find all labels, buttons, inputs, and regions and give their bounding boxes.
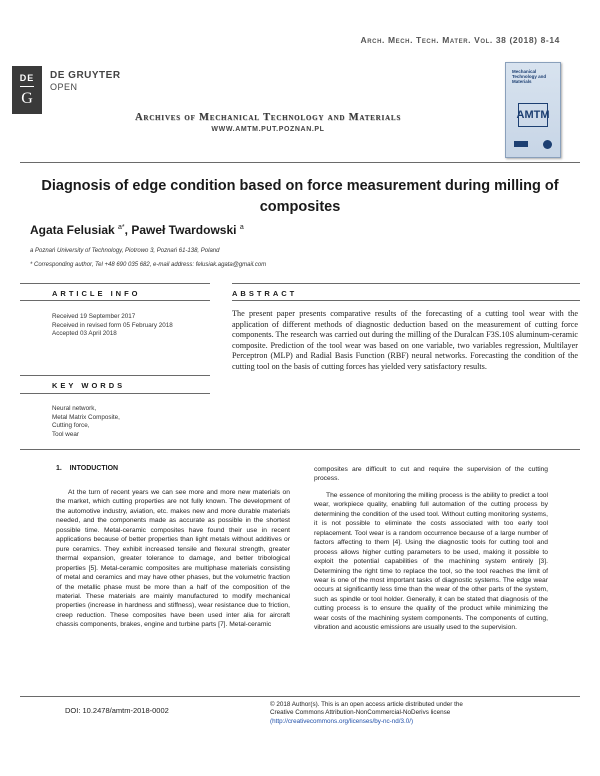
keyword-item: Tool wear <box>52 430 79 438</box>
article-info-top-rule <box>20 283 210 284</box>
keywords-under-rule <box>20 393 210 394</box>
cover-badge-decoration <box>543 140 552 149</box>
accepted-date: Accepted 03 April 2018 <box>52 330 117 337</box>
section-heading-introduction: 1. INTODUCTION <box>56 465 119 472</box>
author-2-affil-mark: a <box>239 224 244 231</box>
journal-name: Archives of Mechanical Technology and Materials <box>134 112 402 123</box>
license-notice <box>270 701 463 726</box>
license-link[interactable]: (http://creativecommons.org/licenses/by-nc-nd/3.0/) <box>270 717 414 725</box>
abstract-top-rule <box>232 283 580 284</box>
revised-date: Received in revised form 05 February 2018 <box>52 321 173 329</box>
publisher-name <box>50 70 121 92</box>
body-right-column <box>314 465 548 633</box>
publisher-line1: DE GRUYTER <box>50 70 121 81</box>
license-line-2: Creative Commons Attribution-NonCommercial-NoDerivs license <box>270 709 451 717</box>
logo-top-text: DE <box>20 73 35 87</box>
article-info-heading: ARTICLE INFO <box>52 289 141 298</box>
cover-mark: AMTM <box>518 103 548 127</box>
keywords-heading: KEY WORDS <box>52 381 126 390</box>
author-2-name: , Paweł Twardowski <box>124 223 240 237</box>
abstract-under-rule <box>232 300 580 301</box>
header-divider <box>20 162 580 163</box>
author-1-affil-mark: a* <box>118 224 125 231</box>
article-title: Diagnosis of edge condition based on force measurement during milling of composites <box>41 178 559 215</box>
license-line-1: © 2018 Author(s). This is an open access article distributed under the <box>270 701 463 708</box>
keywords-top-rule <box>20 375 210 376</box>
keywords-list <box>52 405 120 439</box>
abstract-text: The present paper presents comparative results of the forecasting of a cutting tool wear with the application of different methods of diagnostic deduction based on the measurement of cutting force components. The research was carried out during the milling of the Duralcan F3S.10S aluminum-ceramic composite. Prediction of the tool wear was based on one variable, two variables regression, Multilayer Perceptron (MLP) and Radial Basis Function (RBF) neural networks. Forecasting the condition of the cutting tool on the basis of cutting forces has yielded very satisfactory results. <box>232 309 578 371</box>
corresponding-author: * Corresponding author, Tel +48 690 035 682, e-mail address: felusiak.agata@gmail.com <box>30 262 267 268</box>
journal-cover-image <box>505 62 561 158</box>
abstract-heading: ABSTRACT <box>232 289 298 298</box>
intro-paragraph-continued: composites are difficult to cut and require the supervision of the cutting process. <box>314 466 548 483</box>
article-info-under-rule <box>20 300 210 301</box>
journal-url[interactable]: WWW.AMTM.PUT.POZNAN.PL <box>211 126 325 133</box>
intro-paragraph-2: The essence of monitoring the milling process is the ability to predict a tool wear, workpiece quality, enabling full automation of the cutting process by determining the condition of the used tool. Without cutting monitoring systems, it is not possible to eliminate the costs associated with too early tool replacement. Tool wear is a random occurrence because of a large number of factors affecting to them [4]. Using the diagnostic tools for cutting tool and process allows higher cutting parameters to be used, making it possible to exploit the potential capabilities of the machining system entirely [3]. Determining the right time to replace the tool, so the tool reaches the limit of wear is one of the most important tasks of diagnostic systems. The edge wear occurs at significantly less time than the wear of the other parts of the system, such as spindle or tool holder. Generally, it can be stated that diagnosis of the cutting process is to ensure the quality of the product while minimizing the wear costs of the machining system components. The components of cutting, vibration and acoustic emissions are usually used to the supervision. <box>314 491 548 632</box>
body-left-column <box>56 488 290 630</box>
body-divider <box>20 449 580 450</box>
publisher-line2: OPEN <box>50 82 78 92</box>
cover-title: Mechanical Technology and Materials <box>512 69 547 84</box>
keyword-item: Cutting force, <box>52 422 90 429</box>
intro-paragraph-1: At the turn of recent years we can see more and more new materials on the market, which cutting properties are not fully known. The development of the automotive industry, aviation, etc. makes new and more durable materials needed, and the components made as accurate as possible in the shortest possible time. Metal-ceramic composites have found their use in recent applications because of better properties than light metals without additives or pure ceramics. They exhibit increased tensile and flexural strength, greater thermal expansion, greater tolerance to damage, and better tribological properties [5]. Metal-ceramic composites are multiphase materials consisting of metal and ceramics and may have other phases, but the volumetric fraction of the metallic phase must be more than a half of the composition of the material. These materials are mainly manufactured to modify mechanical properties (increase in hardness and stiffness), wear resistance due to friction, creep reduction. These composites have been used inter alia for aircraft chassis components, brakes, engine and turbine parts [7]. Metal-ceramic <box>56 489 290 629</box>
doi[interactable]: DOI: 10.2478/amtm-2018-0002 <box>65 706 169 715</box>
author-1-name: Agata Felusiak <box>30 223 119 237</box>
article-dates <box>52 313 173 339</box>
author-list <box>30 223 244 237</box>
logo-bottom-text: G <box>21 89 33 107</box>
affiliation: a Poznań University of Technology, Piotrowo 3, Poznań 61-138, Poland <box>30 248 220 254</box>
keyword-item: Metal Matrix Composite, <box>52 413 120 421</box>
received-date: Received 19 September 2017 <box>52 313 136 320</box>
journal-reference: Arch. Mech. Tech. Mater. Vol. 38 (2018) 8-14 <box>360 35 560 45</box>
degruyter-logo <box>12 66 42 114</box>
keyword-item: Neural network, <box>52 405 97 412</box>
cover-bar-decoration <box>514 141 528 147</box>
footer-divider <box>20 696 580 697</box>
